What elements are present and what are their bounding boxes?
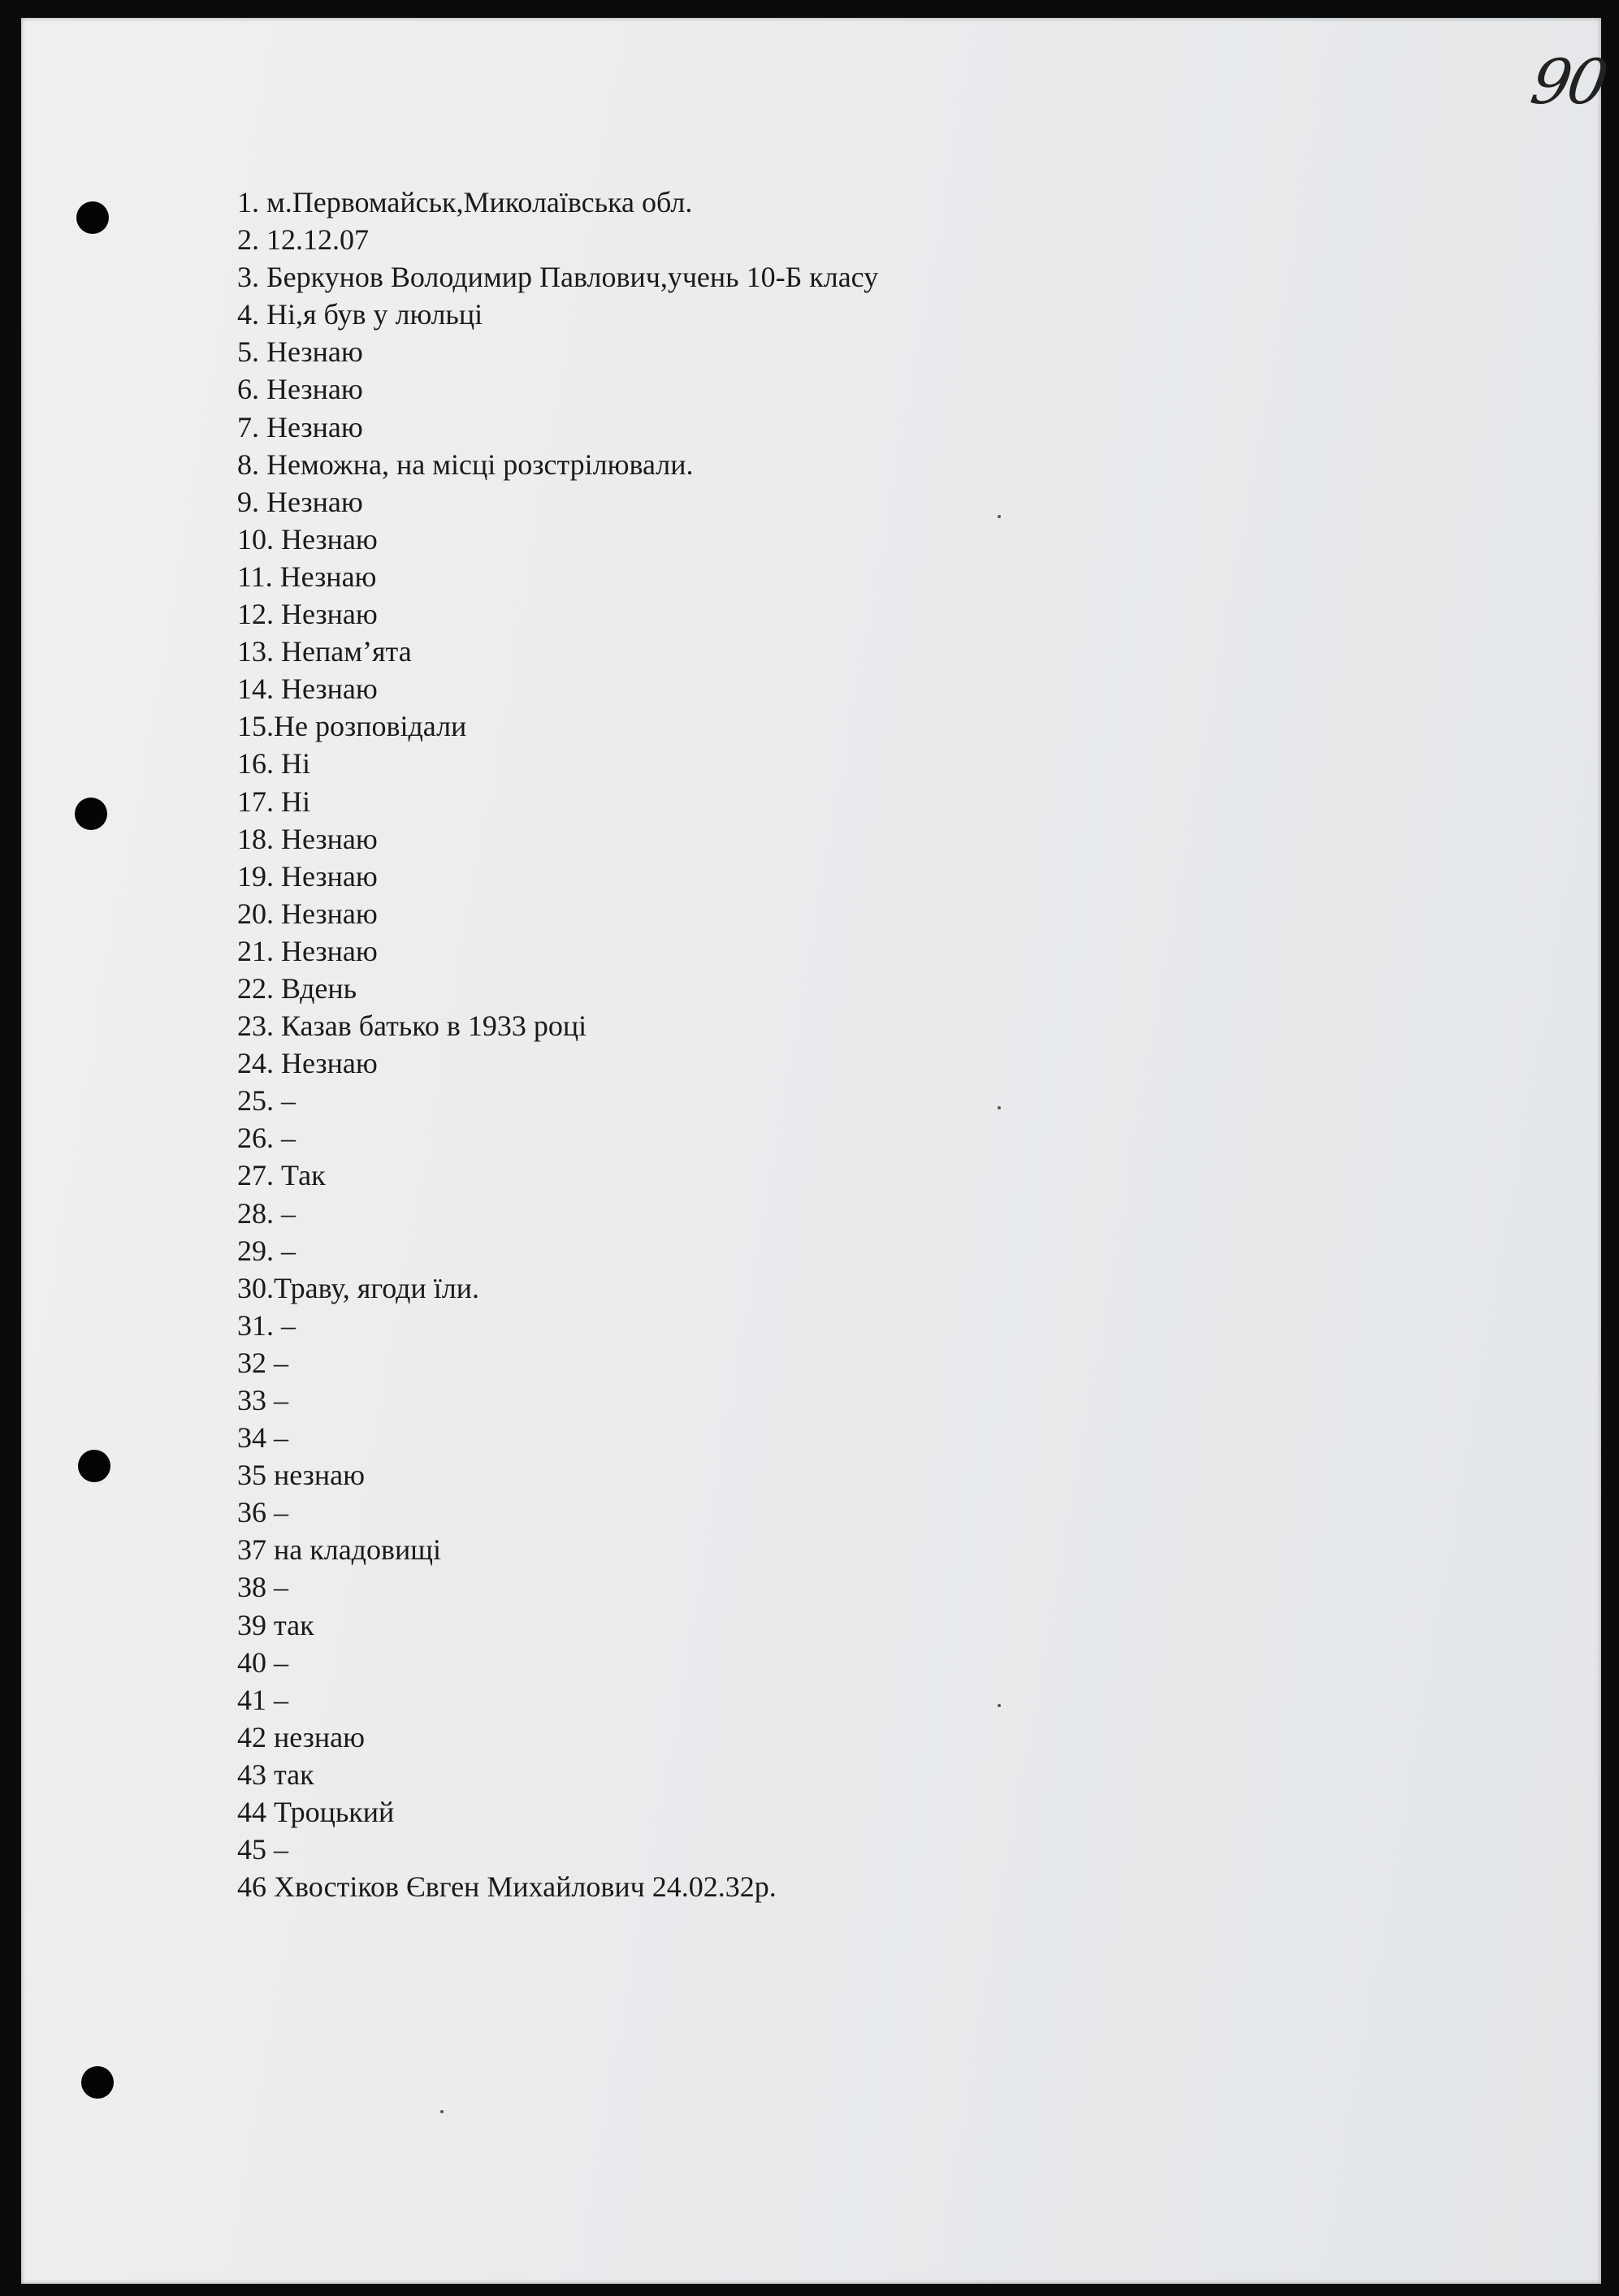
scan-speck [998, 1704, 1001, 1707]
answer-line: 5. Незнаю [237, 335, 363, 369]
scan-speck [998, 1106, 1001, 1109]
answer-line: 16. Ні [237, 747, 310, 780]
answer-line: 26. – [237, 1122, 296, 1155]
answer-line: 32 – [237, 1346, 288, 1379]
answer-line: 28. – [237, 1196, 296, 1230]
answer-line: 7. Незнаю [237, 410, 363, 443]
answer-line: 45 – [237, 1833, 288, 1866]
answer-line: 39 так [237, 1608, 314, 1641]
answer-line: 12. Незнаю [237, 598, 378, 631]
answer-line: 13. Непам’ята [237, 635, 412, 668]
answer-line: 22. Вдень [237, 971, 357, 1005]
answer-line: 37 на кладовищі [237, 1533, 441, 1567]
answer-line: 3. Беркунов Володимир Павлович,учень 10-Б класу [237, 261, 879, 294]
answer-line: 36 – [237, 1496, 288, 1529]
scan-speck [998, 515, 1001, 518]
answer-line: 2. 12.12.07 [237, 223, 369, 257]
answer-line: 10. Незнаю [237, 522, 378, 556]
answer-line: 9. Незнаю [237, 485, 363, 518]
answer-line: 4. Ні,я був у люльці [237, 298, 483, 331]
answer-line: 42 незнаю [237, 1720, 366, 1753]
answer-line: 1. м.Первомайськ,Миколаївська обл. [237, 186, 693, 218]
answer-line: 25. – [237, 1084, 296, 1118]
answer-line: 40 – [237, 1645, 288, 1679]
punch-hole [76, 201, 109, 234]
answer-line: 46 Хвостіков Євген Михайлович 24.02.32р. [237, 1870, 777, 1904]
answer-line: 27. Так [237, 1159, 326, 1192]
answer-line: 8. Неможна, на місці розстрілювали. [237, 448, 694, 481]
answer-line: 31. – [237, 1308, 296, 1342]
answer-line: 38 – [237, 1571, 288, 1604]
punch-hole [81, 2066, 114, 2099]
answer-line: 29. – [237, 1234, 296, 1267]
answer-list [237, 184, 878, 1905]
answer-line: 23. Казав батько в 1933 році [237, 1010, 587, 1043]
answer-line: 18. Незнаю [237, 822, 378, 855]
answer-line: 21. Незнаю [237, 934, 378, 967]
punch-hole [78, 1450, 110, 1482]
answer-line: 15.Не розповідали [237, 710, 467, 743]
scan-speck [440, 2110, 444, 2113]
answer-line: 11. Незнаю [237, 560, 377, 593]
answer-line: 43 так [237, 1758, 314, 1791]
punch-hole [75, 798, 107, 830]
answer-line: 6. Незнаю [237, 373, 363, 406]
answer-line: 33 – [237, 1384, 288, 1416]
answer-line: 44 Троцький [237, 1796, 395, 1829]
answer-line: 24. Незнаю [237, 1047, 378, 1080]
answer-line: 41 – [237, 1683, 288, 1716]
answer-line: 14. Незнаю [237, 672, 378, 706]
answer-line: 17. Ні [237, 785, 310, 818]
answer-line: 35 незнаю [237, 1459, 366, 1492]
answer-line: 34 – [237, 1421, 288, 1455]
answer-line: 19. Незнаю [237, 859, 378, 893]
answer-line: 30.Траву, ягоди їли. [237, 1271, 479, 1304]
document-page [21, 18, 1611, 2284]
handwritten-page-number: 90 [1526, 45, 1611, 118]
answer-line: 20. Незнаю [237, 897, 378, 930]
